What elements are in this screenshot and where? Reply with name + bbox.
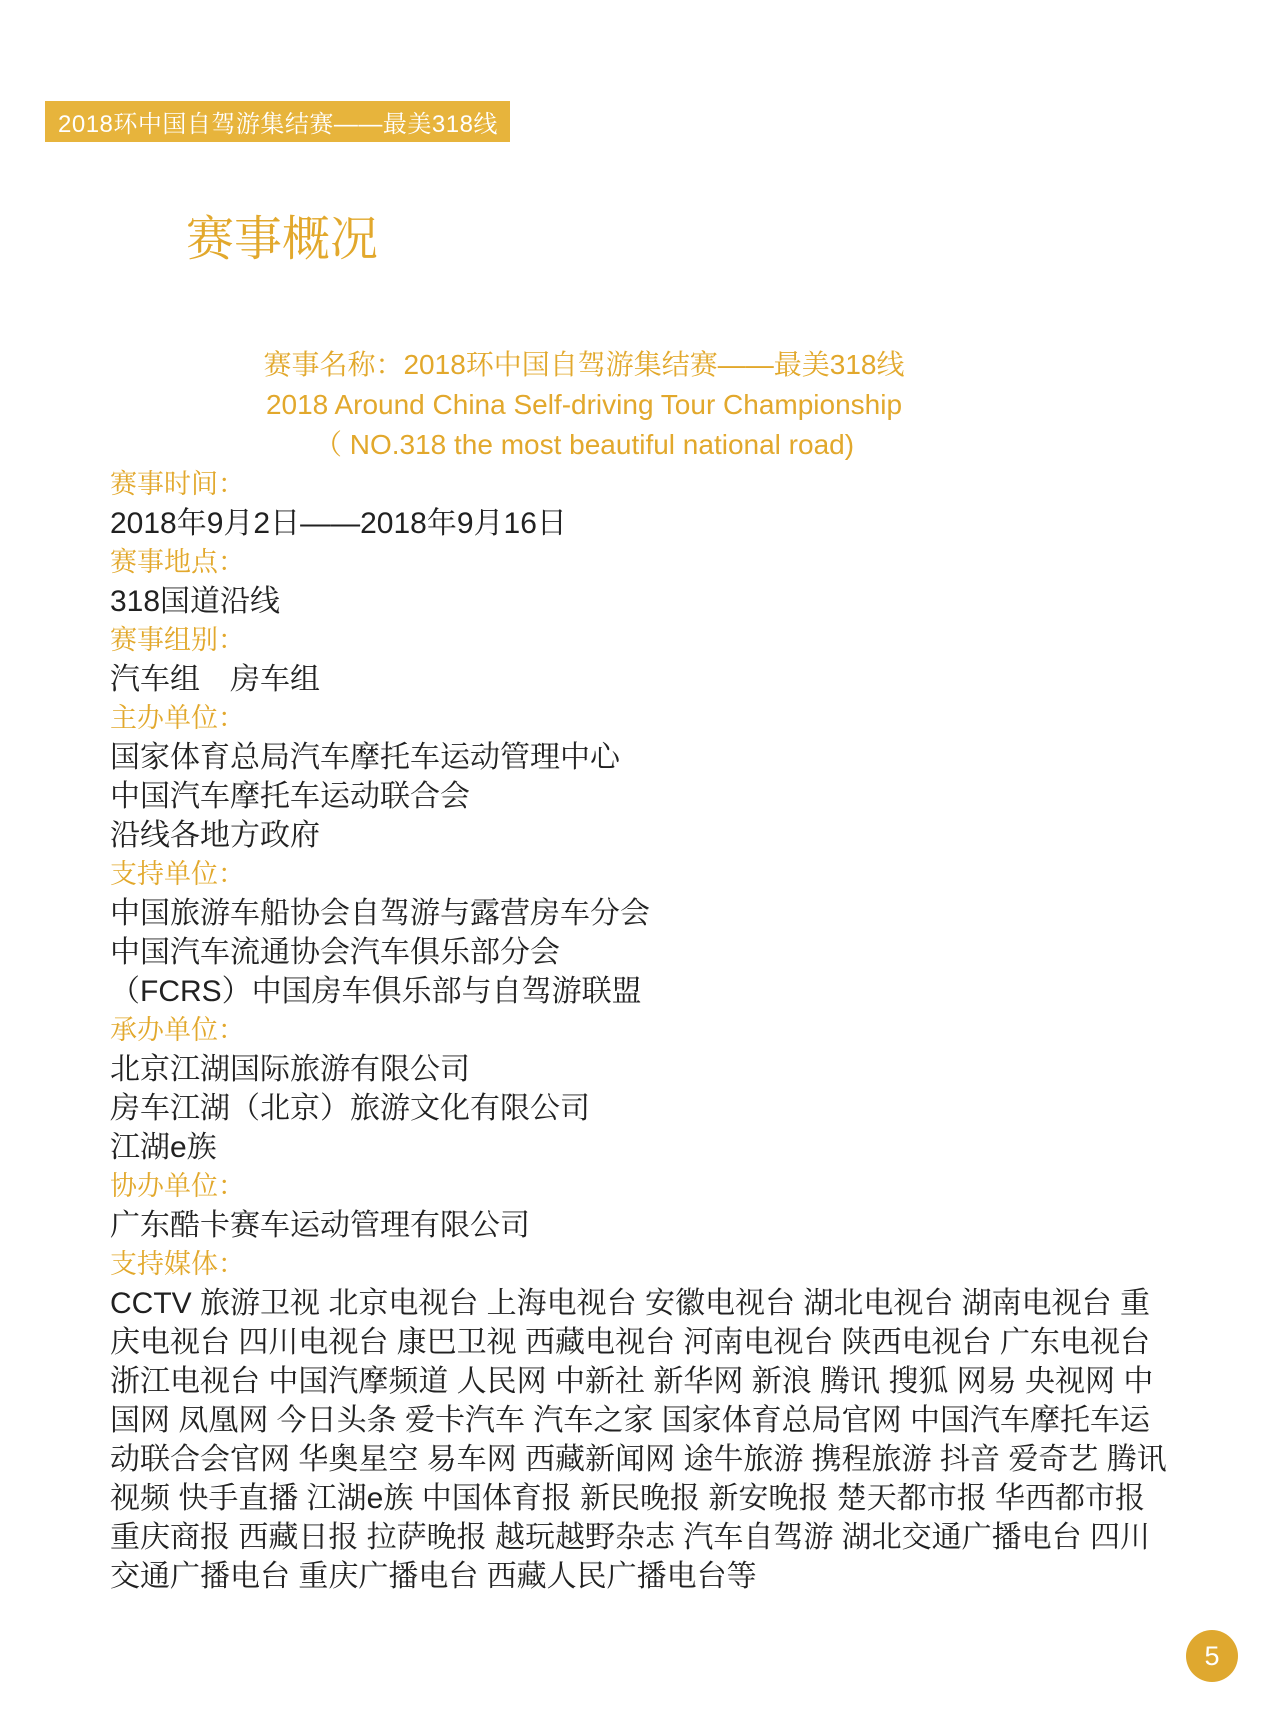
section-line: 中国旅游车船协会自驾游与露营房车分会 (110, 897, 650, 930)
section-event-time (110, 465, 1172, 543)
header-banner-bar (45, 101, 510, 142)
section-supporting-units (110, 855, 1172, 1011)
event-name-line-en2: （ NO.318 the most beautiful national road) (313, 429, 855, 460)
section-hosts (110, 699, 1172, 855)
section-label: 支持单位： (110, 859, 245, 889)
section-label: 承办单位： (110, 1015, 245, 1045)
section-event-location (110, 543, 1172, 621)
media-list-text: CCTV 旅游卫视 北京电视台 上海电视台 安徽电视台 湖北电视台 湖南电视台 重庆电视台 四川电视台 康巴卫视 西藏电视台 河南电视台 陕西电视台 广东电视台 浙江电视台 中国汽摩频道 人民网 中新社 新华网 新浪 腾讯 搜狐 网易 央视网 中国网 凤凰网 今日头条 爱卡汽车 汽车之家 国家体育总局官网 中国汽车摩托车运动联合会官网 华奥星空 易车网 西藏新闻网 途牛旅游 携程旅游 抖音 爱奇艺 腾讯视频 快手直播 江湖e族 中国体育报 新民晚报 新安晚报 楚天都市报 华西都市报 重庆商报 西藏日报 拉萨晚报 越玩越野杂志 汽车自驾游 湖北交通广播电台 四川交通广播电台 重庆广播电台 西藏人民广播电台等 (110, 1287, 1167, 1593)
header-banner-text: 2018环中国自驾游集结赛——最美318线 (58, 111, 498, 138)
section-line: 汽车组 房车组 (110, 663, 320, 696)
section-line: 沿线各地方政府 (110, 819, 320, 852)
section-label: 赛事地点： (110, 547, 245, 577)
section-co-organizers (110, 1167, 1172, 1245)
section-label: 赛事时间： (110, 469, 245, 499)
page-number-badge (1186, 1630, 1238, 1682)
section-line: 广东酷卡赛车运动管理有限公司 (110, 1209, 530, 1242)
section-line: 江湖e族 (110, 1131, 217, 1164)
event-name-line-en: 2018 Around China Self-driving Tour Championship (265, 389, 903, 420)
page-number: 5 (1204, 1640, 1220, 1671)
section-label: 支持媒体： (110, 1249, 245, 1279)
section-label: 赛事组别： (110, 625, 245, 655)
event-name-line-cn: 赛事名称：2018环中国自驾游集结赛——最美318线 (263, 349, 905, 380)
section-line: 中国汽车摩托车运动联合会 (110, 780, 470, 813)
section-line: 国家体育总局汽车摩托车运动管理中心 (110, 741, 620, 774)
event-name-block (110, 345, 1058, 465)
content-column (110, 345, 1172, 1596)
section-label: 主办单位： (110, 703, 245, 733)
section-supporting-media (110, 1245, 1172, 1596)
section-organizers (110, 1011, 1172, 1167)
section-line: 318国道沿线 (110, 585, 281, 618)
section-line: 2018年9月2日——2018年9月16日 (110, 507, 567, 540)
section-event-groups (110, 621, 1172, 699)
section-line: （FCRS）中国房车俱乐部与自驾游联盟 (110, 975, 642, 1008)
section-line: 房车江湖（北京）旅游文化有限公司 (110, 1092, 590, 1125)
section-label: 协办单位： (110, 1171, 245, 1201)
page-title: 赛事概况 (186, 213, 379, 266)
section-line: 中国汽车流通协会汽车俱乐部分会 (110, 936, 560, 969)
section-line: 北京江湖国际旅游有限公司 (110, 1053, 470, 1086)
